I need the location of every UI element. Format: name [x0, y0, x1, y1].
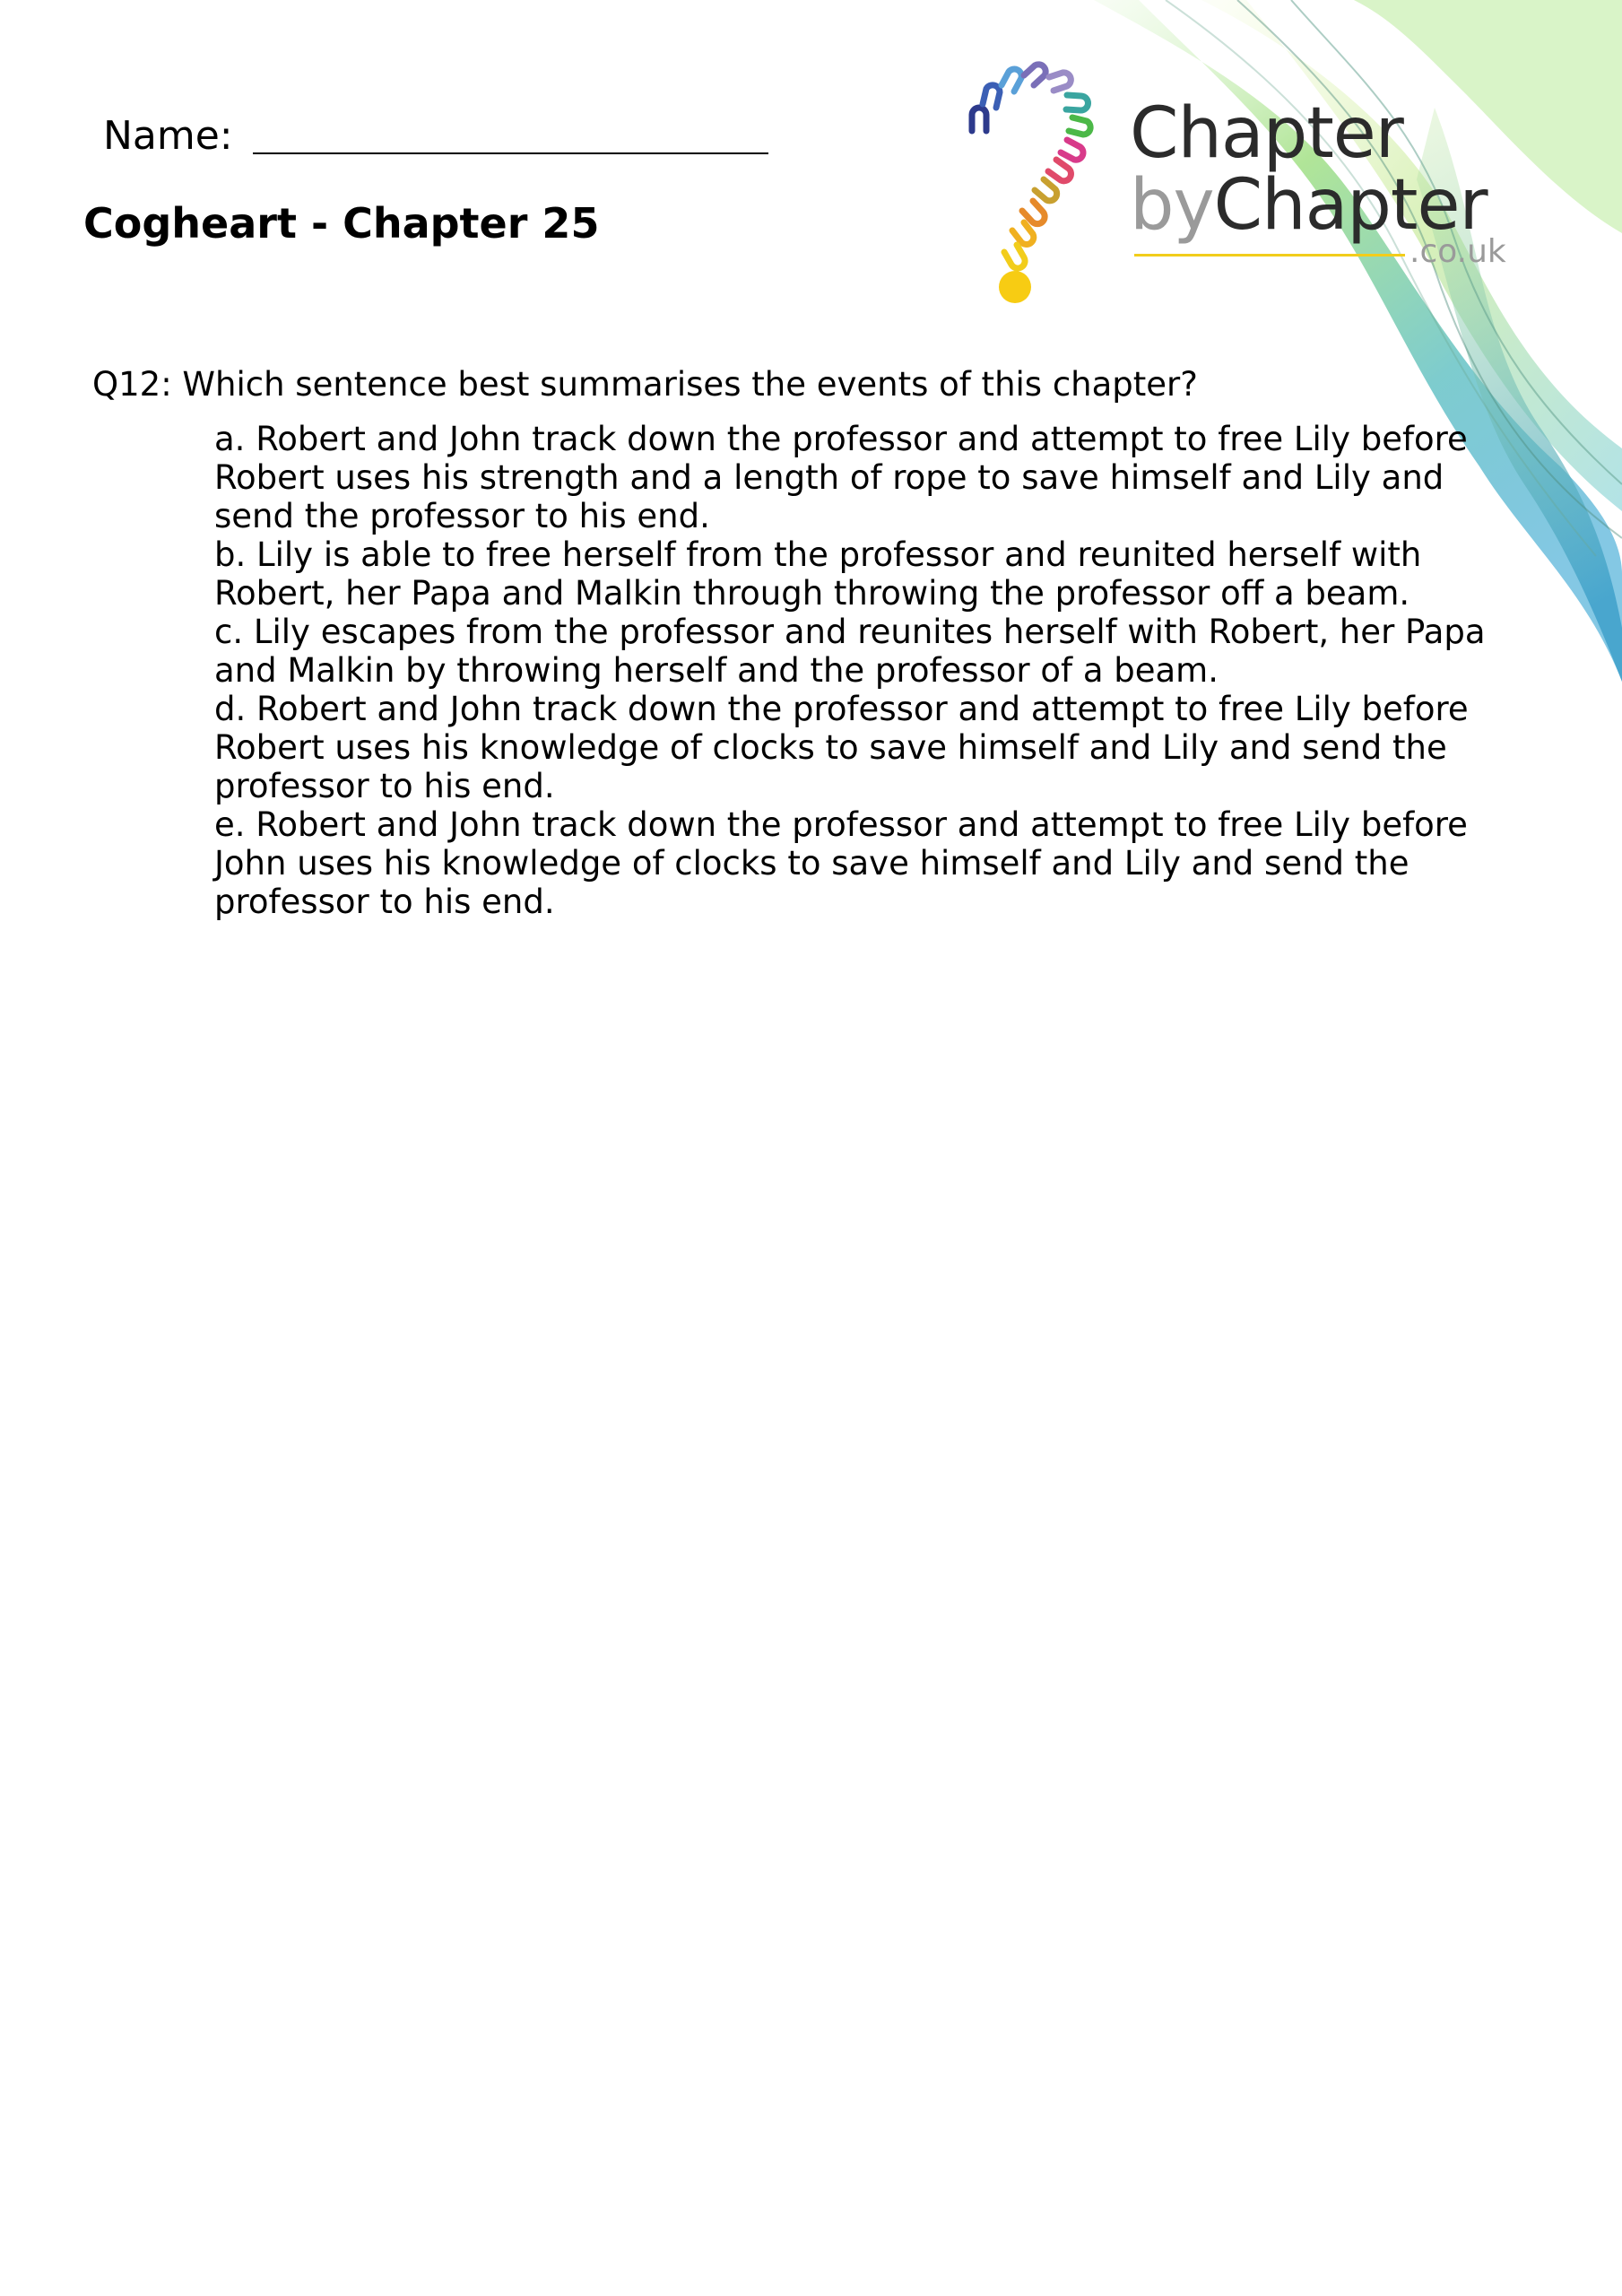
logo-word-chapter: Chapter	[1130, 93, 1403, 174]
answer-option-d: d. Robert and John track down the professor and attempt to free Lily before Robert uses his knowledge of clocks to save himself and Lily and send the professor to his end.	[214, 690, 1469, 805]
chapter-by-chapter-logo	[961, 52, 1535, 312]
question-prompt: Q12: Which sentence best summarises the events of this chapter?	[92, 365, 1198, 404]
logo-word-bychapter	[1130, 165, 1488, 246]
answer-options	[214, 420, 1532, 921]
logo-word-by: by	[1130, 165, 1214, 246]
answer-option-a: a. Robert and John track down the professor and attempt to free Lily before Robert uses his strength and a length of rope to save himself and Lily and send the professor to his end.	[214, 420, 1468, 535]
name-label: Name:	[103, 113, 233, 159]
name-field	[103, 113, 768, 159]
logo-underline	[1134, 254, 1405, 257]
answer-option-c: c. Lily escapes from the professor and reunites herself with Robert, her Papa and Malkin by throwing herself and the professor of a beam.	[214, 613, 1486, 690]
question-dot	[999, 271, 1031, 303]
question-mark-books-icon	[961, 52, 1114, 312]
logo-word-chapter-2: Chapter	[1213, 165, 1488, 246]
worksheet-title: Cogheart - Chapter 25	[83, 199, 600, 248]
logo-domain: .co.uk	[1409, 233, 1506, 270]
answer-option-b: b. Lily is able to free herself from the professor and reunited herself with Robert, her Papa and Malkin through throwing the professor off a beam.	[214, 535, 1422, 613]
answer-option-e: e. Robert and John track down the professor and attempt to free Lily before John uses his knowledge of clocks to save himself and Lily and send the professor to his end.	[214, 805, 1468, 921]
name-write-line	[253, 152, 768, 154]
